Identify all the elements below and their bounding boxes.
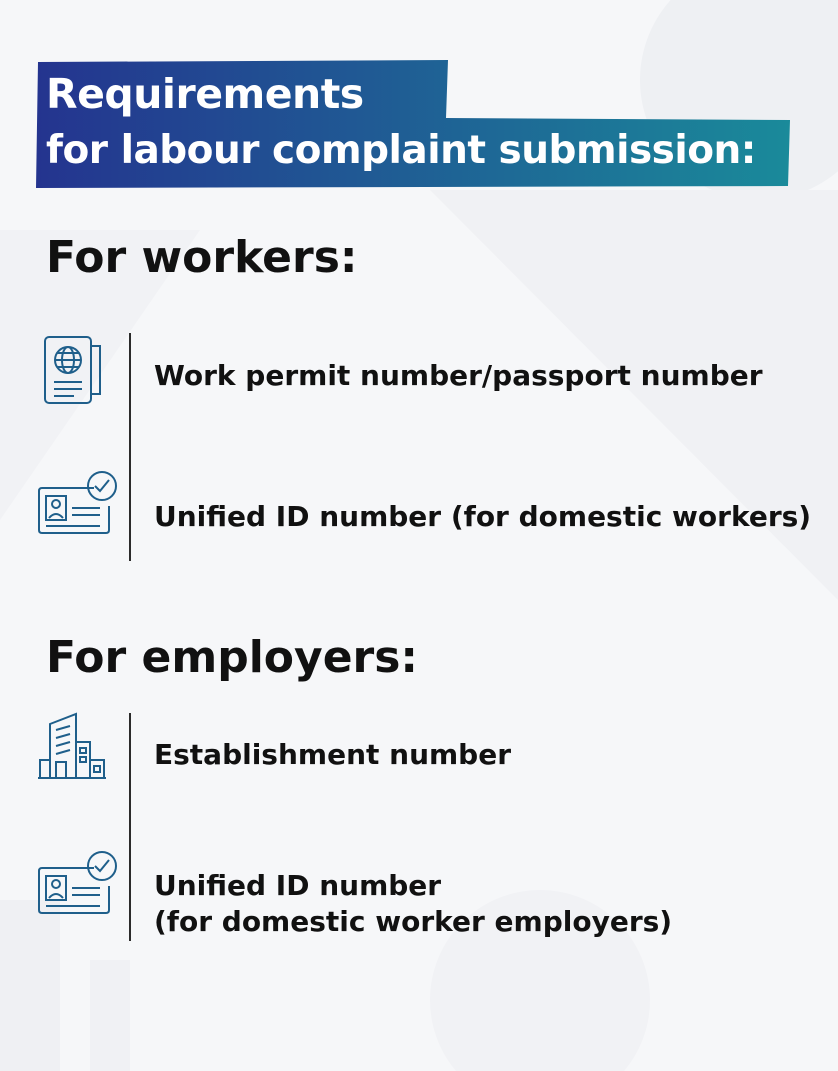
employers-divider	[129, 713, 131, 941]
banner-title-line2: for labour complaint submission:	[46, 128, 756, 173]
building-icon	[36, 712, 108, 780]
employer-requirement-unified-id-note: (for domestic worker employers)	[154, 905, 673, 938]
workers-divider	[129, 333, 131, 561]
banner-title-line1: Requirements	[46, 70, 364, 118]
workers-heading: For workers:	[46, 232, 358, 283]
id-card-check-icon	[36, 848, 120, 918]
employer-requirement-unified-id: Unified ID number	[154, 869, 442, 902]
worker-requirement-unified-id: Unified ID number (for domestic workers)	[154, 500, 812, 533]
worker-requirement-permit: Work permit number/passport number	[154, 359, 763, 392]
employers-heading: For employers:	[46, 632, 419, 683]
title-banner	[36, 60, 792, 190]
employer-requirement-establishment: Establishment number	[154, 738, 512, 771]
passport-icon	[42, 334, 104, 406]
id-card-check-icon	[36, 468, 120, 538]
